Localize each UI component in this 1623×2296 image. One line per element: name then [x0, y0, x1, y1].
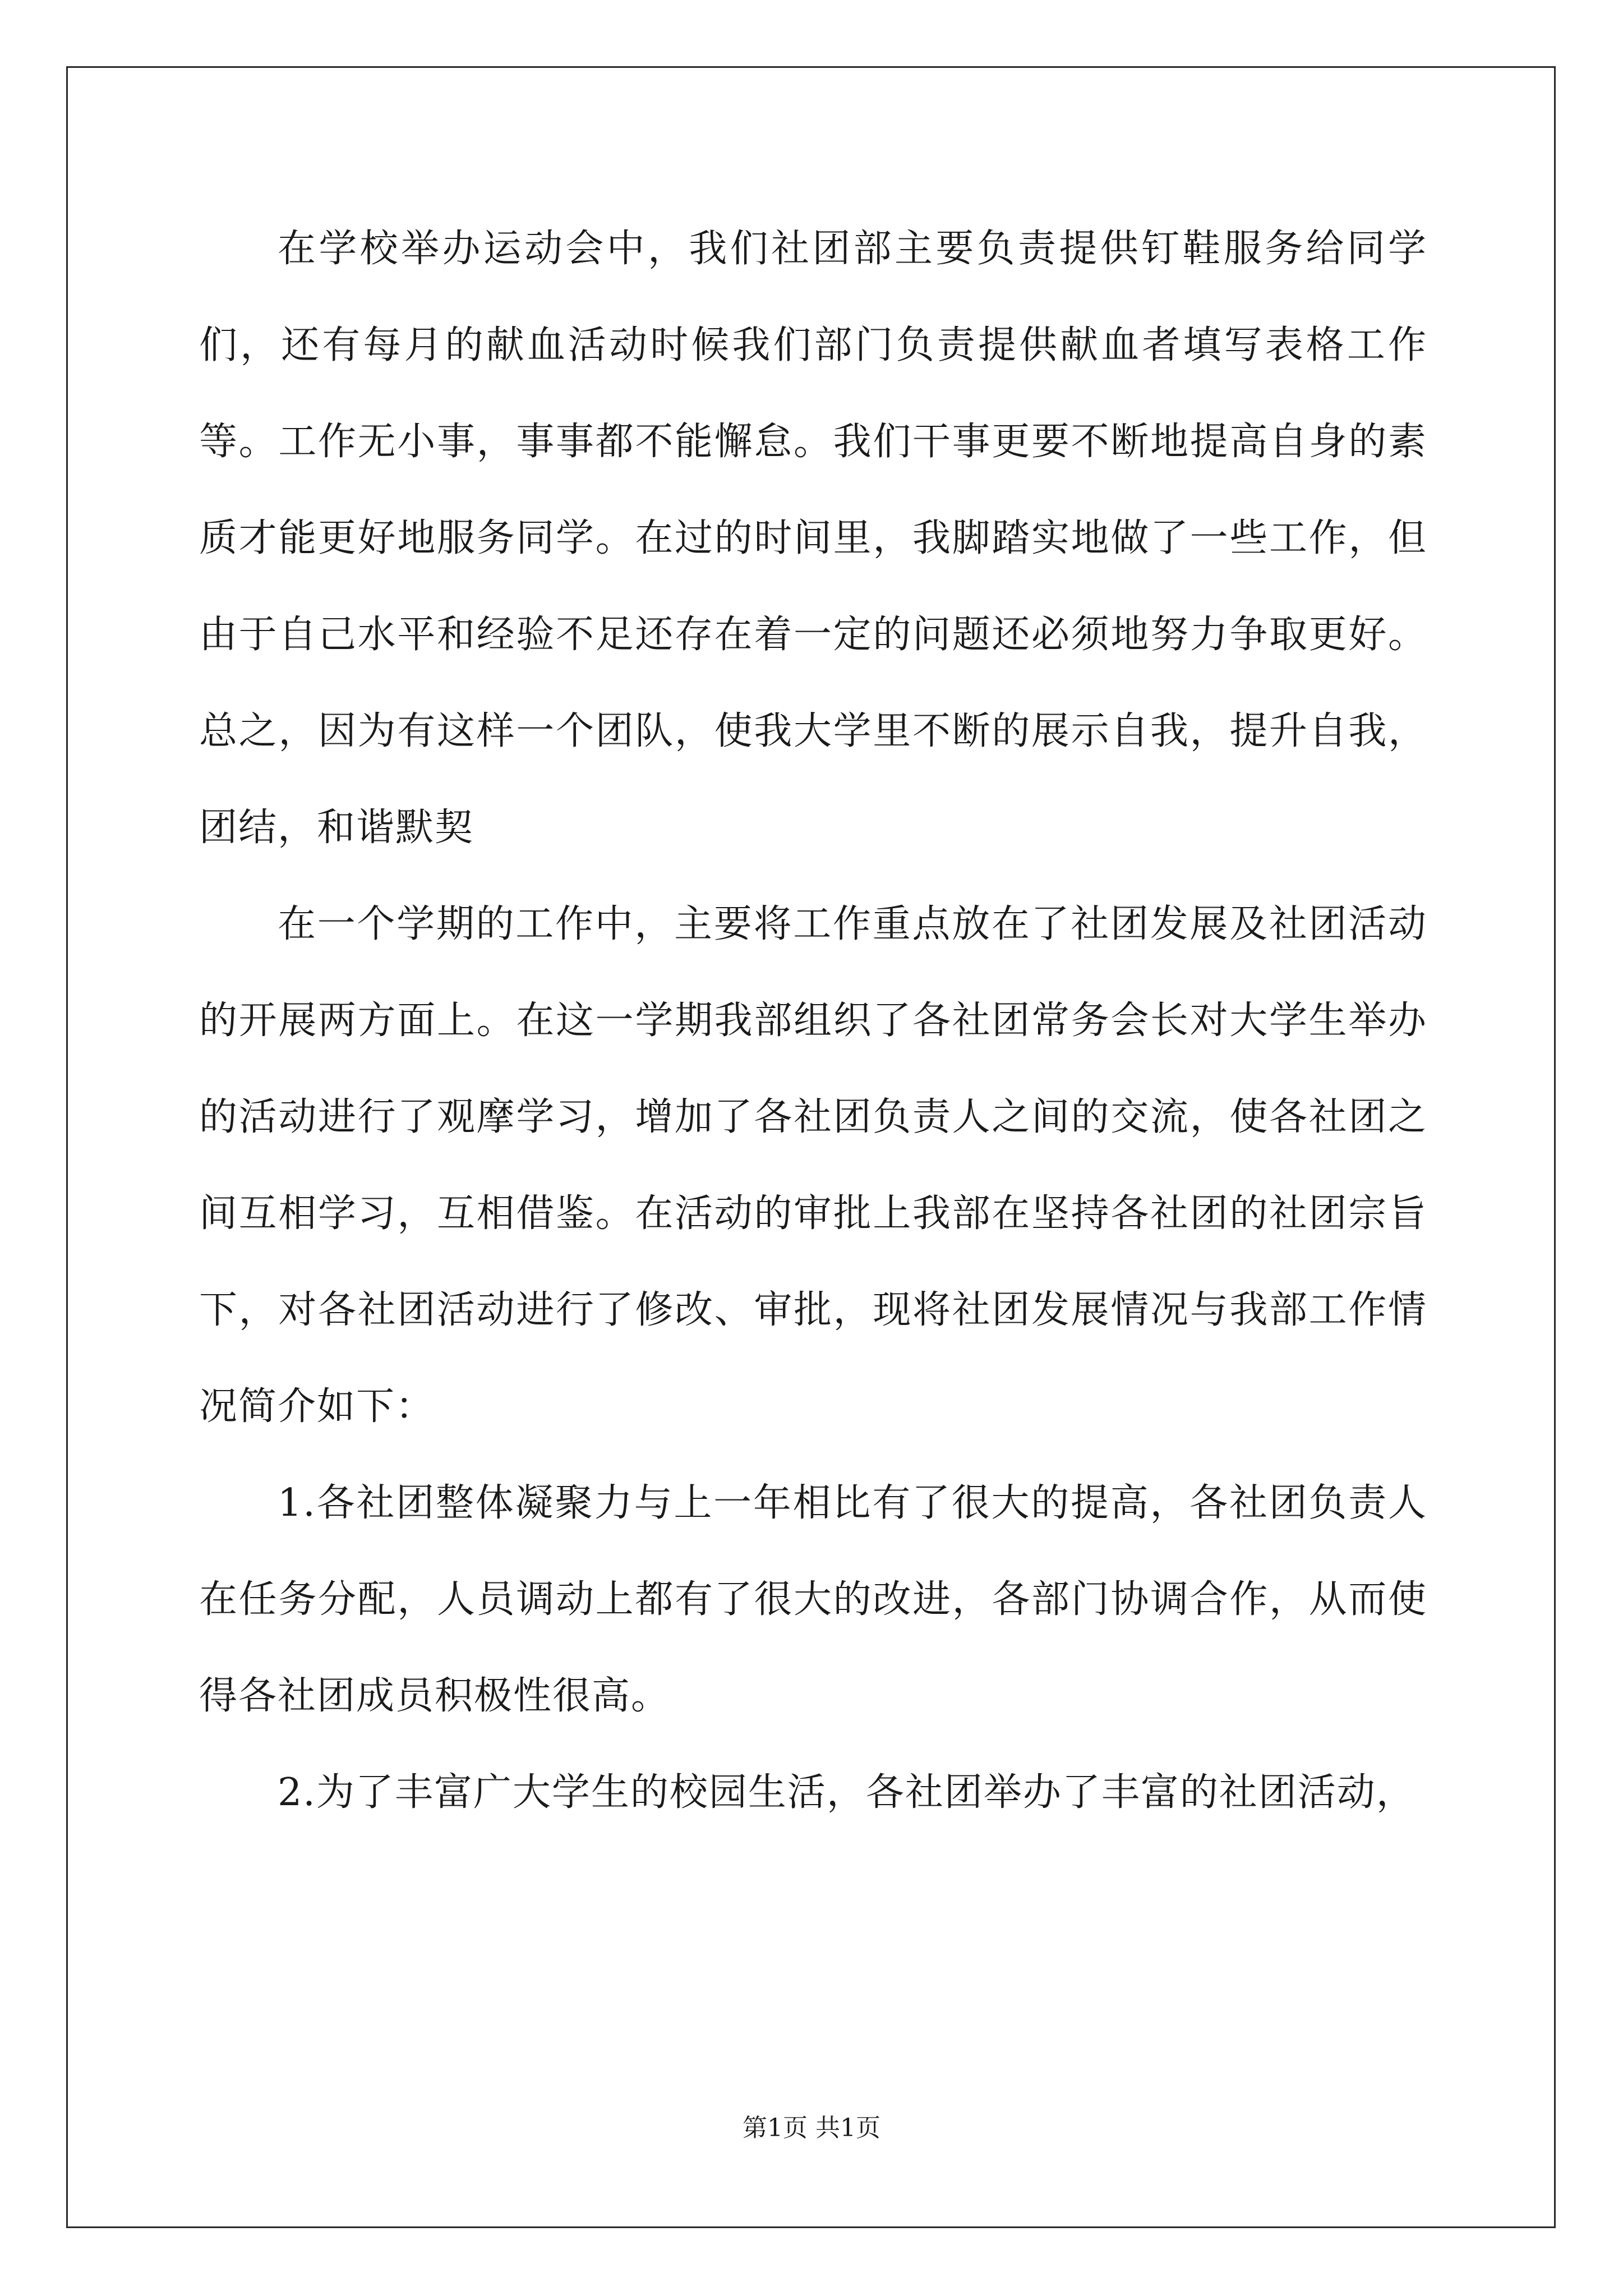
document-body: [199, 201, 1427, 1841]
page-number-footer: 第1页 共1页: [743, 2114, 880, 2142]
paragraph-4: 2.为了丰富广大学生的校园生活，各社团举办了丰富的社团活动，: [278, 1770, 1415, 1815]
paragraph-2: 在一个学期的工作中，主要将工作重点放在了社团发展及社团活动的开展两方面上。在这一学期我部组织了各社团常务会长对大学生举办的活动进行了观摩学习，增加了各社团负责人之间的交流，使各社团之间互相学习，互相借鉴。在活动的审批上我部在坚持各社团的社团宗旨下，对各社团活动进行了修改、审批，现将社团发展情况与我部工作情况简介如下：: [199, 902, 1427, 1429]
paragraph-3: 1.各社团整体凝聚力与上一年相比有了很大的提高，各社团负责人在任务分配，人员调动上都有了很大的改进，各部门协调合作，从而使得各社团成员积极性很高。: [199, 1481, 1427, 1718]
paragraph-1: 在学校举办运动会中，我们社团部主要负责提供钉鞋服务给同学们，还有每月的献血活动时候我们部门负责提供献血者填写表格工作等。工作无小事，事事都不能懈怠。我们干事更要不断地提高自身的素质才能更好地服务同学。在过的时间里，我脚踏实地做了一些工作，但由于自己水平和经验不足还存在着一定的问题还必须地努力争取更好。总之，因为有这样一个团队，使我大学里不断的展示自我，提升自我，团结，和谐默契: [199, 227, 1427, 850]
